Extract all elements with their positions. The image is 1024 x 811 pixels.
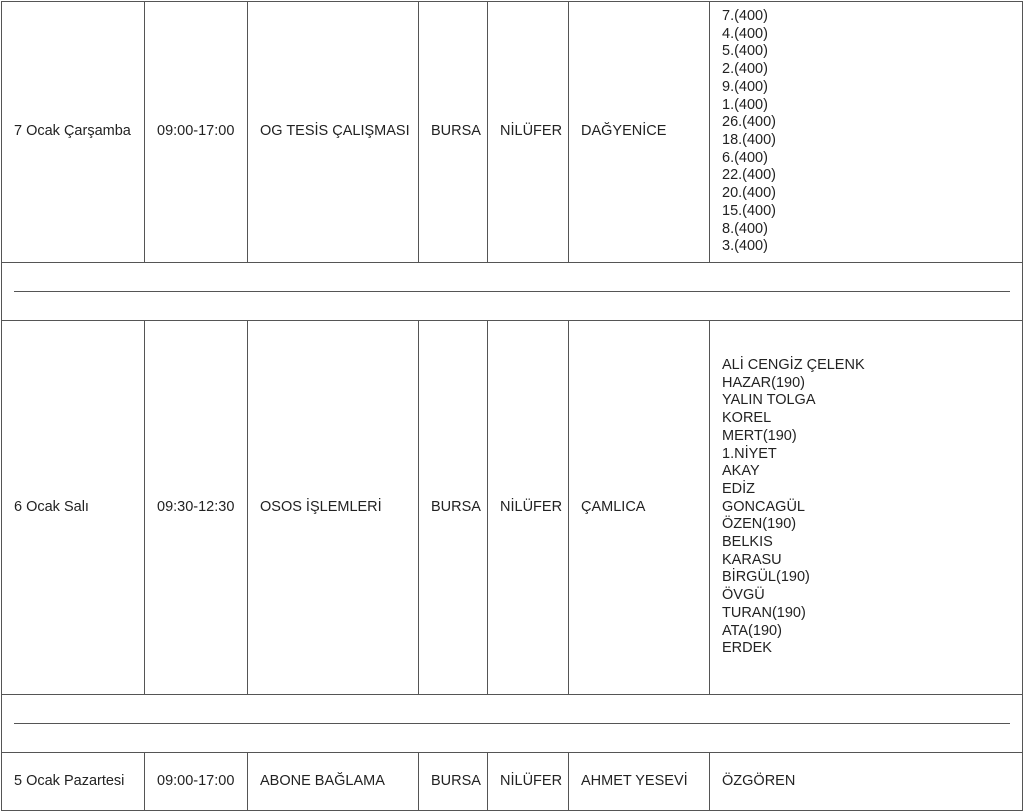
street-name: 6.(400) bbox=[722, 149, 768, 166]
neighborhood-cell: DAĞYENİCE bbox=[569, 2, 710, 263]
street-name: 1.NİYET bbox=[722, 445, 777, 462]
streets-cell bbox=[710, 2, 1023, 263]
table-row bbox=[2, 2, 1023, 263]
work-type-cell: OSOS İŞLEMLERİ bbox=[248, 321, 419, 695]
date-cell: 5 Ocak Pazartesi bbox=[2, 753, 145, 811]
street-name: MERT(190) bbox=[722, 427, 797, 444]
district-cell: NİLÜFER bbox=[488, 753, 569, 811]
divider bbox=[14, 723, 1010, 724]
city-cell: BURSA bbox=[419, 753, 488, 811]
street-name: 18.(400) bbox=[722, 132, 777, 148]
street-name: ÖZGÖREN bbox=[722, 772, 796, 789]
street-name: ATA(190) bbox=[722, 622, 782, 639]
streets-cell bbox=[710, 321, 1023, 695]
neighborhood-cell: AHMET YESEVİ bbox=[569, 753, 710, 811]
street-name: ÖVGÜ bbox=[722, 587, 765, 604]
street-name: 15.(400) bbox=[722, 202, 777, 219]
street-name: AKAY bbox=[722, 463, 760, 480]
time-cell: 09:00-17:00 bbox=[145, 2, 248, 263]
outage-table bbox=[1, 1, 1023, 811]
street-name: 5.(400) bbox=[722, 43, 768, 60]
street-name: ERDEK bbox=[722, 640, 772, 657]
date-cell: 6 Ocak Salı bbox=[2, 321, 145, 695]
date-cell: 7 Ocak Çarşamba bbox=[2, 2, 145, 263]
street-name: 26.(400) bbox=[722, 114, 777, 131]
separator-row bbox=[2, 263, 1023, 321]
time-cell: 09:30-12:30 bbox=[145, 321, 248, 695]
street-name: BELKIS bbox=[722, 534, 773, 551]
work-type-cell: OG TESİS ÇALIŞMASI bbox=[248, 2, 419, 263]
street-name: GONCAGÜL bbox=[722, 498, 805, 515]
street-name: 3.(400) bbox=[722, 238, 768, 255]
time-cell: 09:00-17:00 bbox=[145, 753, 248, 811]
street-name: KOREL bbox=[722, 410, 772, 427]
street-name: 4.(400) bbox=[722, 25, 768, 42]
separator-cell bbox=[2, 695, 1023, 753]
table-row bbox=[2, 753, 1023, 811]
street-name: ALİ CENGİZ ÇELENK bbox=[722, 357, 865, 374]
street-name: 2.(400) bbox=[722, 61, 768, 78]
district-cell: NİLÜFER bbox=[488, 321, 569, 695]
separator-cell bbox=[2, 263, 1023, 321]
street-name: HAZAR(190) bbox=[722, 374, 805, 391]
district-cell: NİLÜFER bbox=[488, 2, 569, 263]
streets-cell bbox=[710, 753, 1023, 811]
table-row bbox=[2, 321, 1023, 695]
street-name: KARASU bbox=[722, 551, 782, 568]
city-cell: BURSA bbox=[419, 2, 488, 263]
street-name: 1.(400) bbox=[722, 96, 768, 113]
street-name: BİRGÜL(190) bbox=[722, 569, 810, 586]
street-name: ÖZEN(190) bbox=[722, 516, 797, 533]
street-name: 8.(400) bbox=[722, 220, 768, 237]
separator-row bbox=[2, 695, 1023, 753]
street-name: 7.(400) bbox=[722, 8, 768, 25]
neighborhood-cell: ÇAMLICA bbox=[569, 321, 710, 695]
street-name: 22.(400) bbox=[722, 167, 777, 184]
street-name: 9.(400) bbox=[722, 78, 768, 95]
city-cell: BURSA bbox=[419, 321, 488, 695]
street-name: TURAN(190) bbox=[722, 604, 806, 621]
divider bbox=[14, 291, 1010, 292]
street-name: 20.(400) bbox=[722, 185, 777, 202]
street-name: EDİZ bbox=[722, 480, 756, 497]
work-type-cell: ABONE BAĞLAMA bbox=[248, 753, 419, 811]
street-name: YALIN TOLGA bbox=[722, 392, 816, 409]
